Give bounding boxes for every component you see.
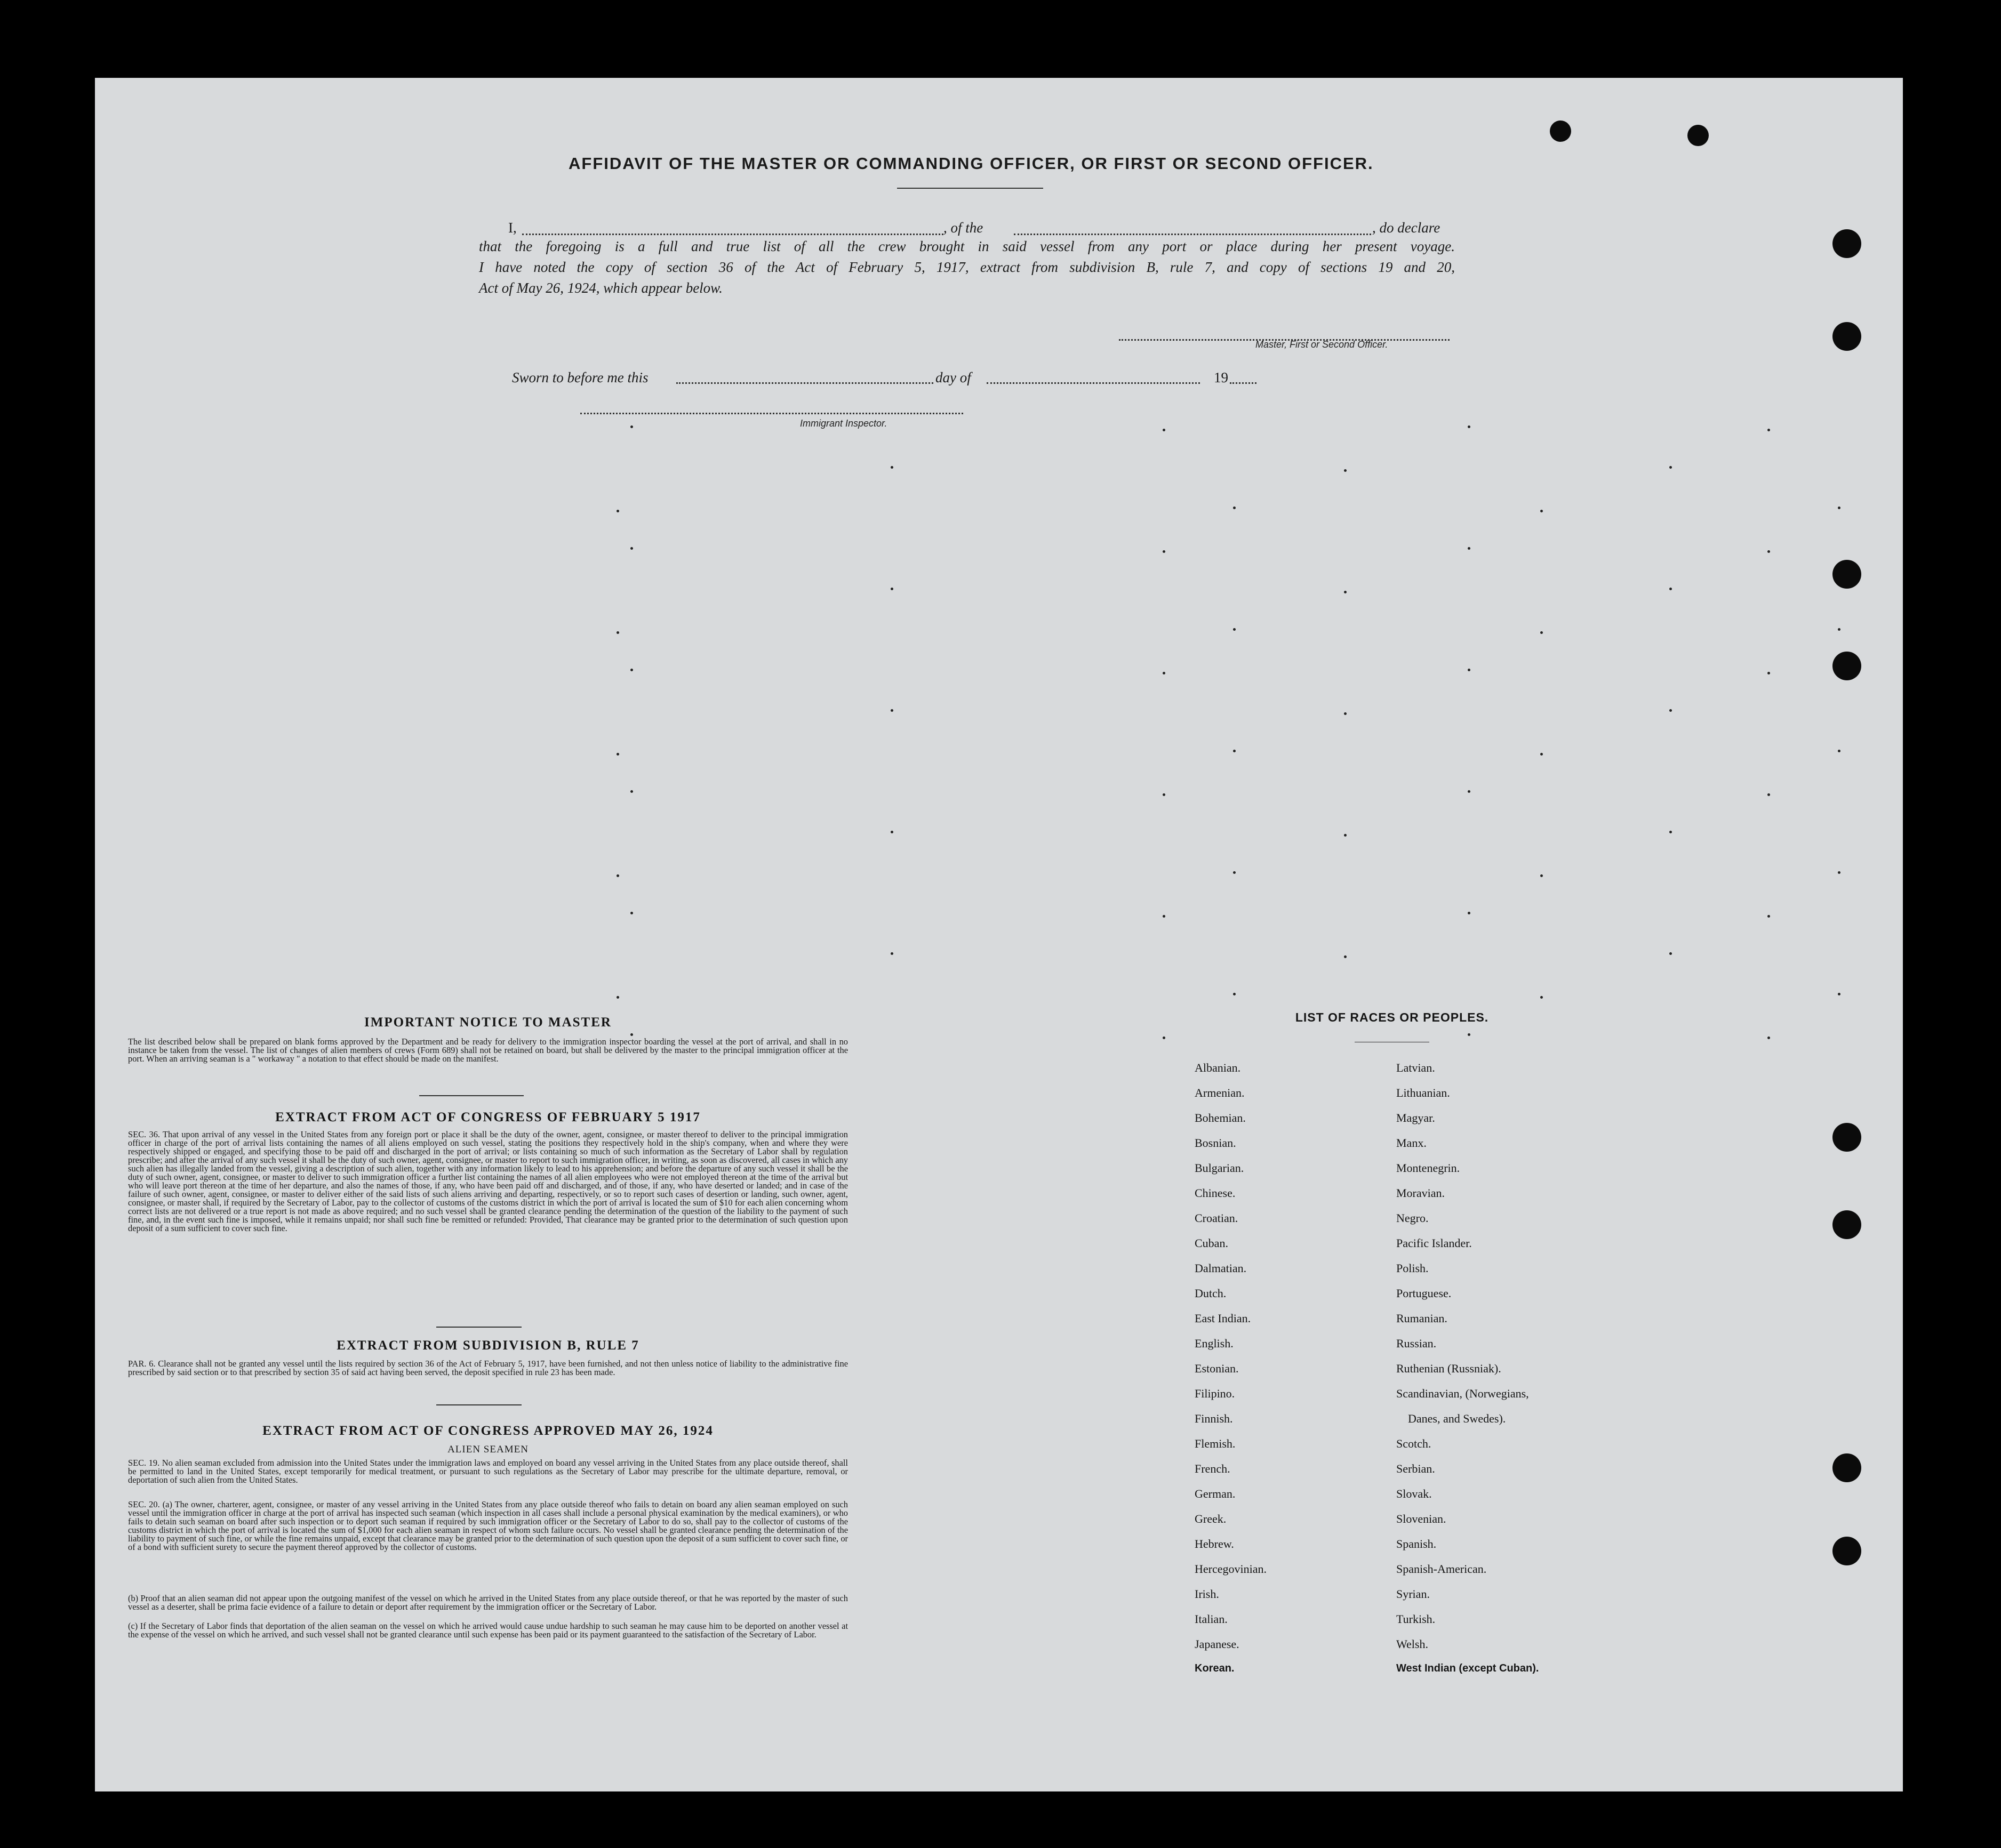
- scan-speck: [1838, 993, 1840, 995]
- race-item: Lithuanian.: [1396, 1086, 1450, 1099]
- race-item: Portuguese.: [1396, 1287, 1452, 1300]
- scan-speck: [1344, 955, 1347, 958]
- race-item: Japanese.: [1195, 1637, 1239, 1651]
- scan-speck: [1468, 425, 1470, 428]
- race-item: Russian.: [1396, 1337, 1437, 1350]
- scan-speck: [1540, 874, 1543, 877]
- race-item: Latvian.: [1396, 1061, 1435, 1074]
- scan-speck: [1468, 547, 1470, 550]
- inspector-signature-caption: Immigrant Inspector.: [800, 418, 887, 429]
- race-item: Croatian.: [1195, 1211, 1238, 1225]
- day-of-text: day of: [935, 369, 971, 385]
- extract-1924-sec20b: (b) Proof that an alien seaman did not appear upon the outgoing manifest of the vessel on which he arrived in the United States from any place outside thereof, or that he was reported by the master of such vessel as a deserter, shall be prima facie evidence of a failure to detain or deport after requirement by the immigration officer or the Secretary of Labor.: [128, 1593, 848, 1612]
- sworn-prefix: Sworn to before me this: [512, 369, 649, 385]
- race-item: Danes, and Swedes).: [1408, 1412, 1506, 1425]
- scan-speck: [1540, 510, 1543, 512]
- scan-speck: [1669, 588, 1672, 590]
- race-item: East Indian.: [1195, 1312, 1251, 1325]
- races-title: LIST OF RACES OR PEOPLES.: [1295, 1010, 1489, 1024]
- punch-hole: [1832, 1453, 1861, 1482]
- declaration-line-4: Act of May 26, 1924, which appear below.: [479, 280, 723, 296]
- scan-speck: [1767, 550, 1770, 553]
- section-divider: [436, 1404, 522, 1405]
- declare-text: , do declare: [1372, 220, 1440, 236]
- race-item: Montenegrin.: [1396, 1161, 1460, 1175]
- scan-speck: [630, 425, 633, 428]
- declarant-prefix: I,: [508, 220, 517, 236]
- race-item: Magyar.: [1396, 1111, 1435, 1124]
- race-item: French.: [1195, 1462, 1230, 1475]
- scan-speck: [1468, 912, 1470, 914]
- race-item: Flemish.: [1195, 1437, 1236, 1450]
- vessel-name-field[interactable]: [1014, 220, 1371, 235]
- punch-hole: [1832, 1123, 1861, 1152]
- race-item: Ruthenian (Russniak).: [1396, 1362, 1501, 1375]
- race-item: Spanish.: [1396, 1537, 1437, 1550]
- scan-speck: [1344, 469, 1347, 472]
- race-item: English.: [1195, 1337, 1234, 1350]
- punch-hole: [1832, 229, 1861, 258]
- punch-hole: [1832, 322, 1861, 351]
- inspector-signature-field[interactable]: [580, 407, 963, 414]
- scan-speck: [1468, 790, 1470, 793]
- section-divider: [436, 1327, 522, 1328]
- race-item: Syrian.: [1396, 1587, 1430, 1601]
- scan-speck: [1767, 1037, 1770, 1039]
- punch-hole: [1832, 1210, 1861, 1239]
- race-item: Cuban.: [1195, 1236, 1228, 1250]
- scan-speck: [617, 874, 619, 877]
- scan-speck: [630, 1033, 633, 1036]
- scan-speck: [1540, 753, 1543, 756]
- punch-hole: [1832, 560, 1861, 589]
- race-item: Polish.: [1396, 1262, 1429, 1275]
- race-item: Bosnian.: [1195, 1136, 1236, 1150]
- notice-title: IMPORTANT NOTICE TO MASTER: [364, 1015, 612, 1030]
- scan-speck: [1838, 750, 1840, 752]
- scan-speck: [1669, 466, 1672, 469]
- scan-speck: [891, 831, 893, 833]
- declaration-line-3: I have noted the copy of section 36 of the Act of February 5, 1917, extract from subdivision B, rule 7, and copy of sections 19 and 20,: [479, 259, 1455, 275]
- scan-speck: [1767, 429, 1770, 431]
- race-item: Dalmatian.: [1195, 1262, 1247, 1275]
- race-item: Slovenian.: [1396, 1512, 1446, 1525]
- scan-speck: [1838, 507, 1840, 509]
- scan-speck: [1838, 871, 1840, 874]
- affidavit-title: AFFIDAVIT OF THE MASTER OR COMMANDING OFFICER, OR FIRST OR SECOND OFFICER.: [569, 154, 1374, 173]
- extract-1924-title: EXTRACT FROM ACT OF CONGRESS APPROVED MAY 26, 1924: [262, 1424, 714, 1438]
- extract-1917-body: SEC. 36. That upon arrival of any vessel in the United States from any foreign port or place it shall be the duty of the owner, agent, consignee, or master thereof to deliver to the principal immigration officer in charge of the port of arrival lists containing the names of all aliens employed on such vessel, stating the positions they respectively hold in the ship's company, when and where they were respectively shipped or engaged, and specifying those to be paid off and discharged in the port of arrival; or lists containing so much of such information as the Secretary of Labor shall by regulation prescribe; and after the arrival of any such vessel it shall be the duty of such owner, agent, consignee, or master to report to such immigration officer, in writing, as soon as discovered, all cases in which any such alien has illegally landed from the vessel, giving a description of such alien, together with any information likely to lead to his apprehension; and before the departure of any such vessel it shall be the duty of such owner, agent, consignee, or master to deliver to such immigration officer a further list containing the names of all alien employees who were not employed thereon at the time of the arrival but who will leave port thereon at the time of her departure, and also the names of those, if any, who have been paid off and discharged, and of those, if any, who have deserted or landed; and in case of the failure of such owner, agent, consignee, or master to deliver either of the said lists of such aliens arriving and departing, respectively, or so to report such cases of desertion or landing, such owner, agent, consignee, or master shall, if required by the Secretary of Labor, pay to the collector of customs of the customs district in which the port of arrival is located the sum of $10 for each alien concerning whom correct lists are not delivered or a true report is not made as above required; and no such vessel shall be granted clearance pending the determination of the question of the liability to the payment of such fine, and, in the event such fine is imposed, while it remains unpaid; nor shall such fine be remitted or refunded: Provided, That clearance may be granted prior to the determination of such question upon deposit of a sum sufficient to cover such fine.: [128, 1129, 848, 1233]
- race-item: Irish.: [1195, 1587, 1219, 1601]
- race-item: Spanish-American.: [1396, 1562, 1487, 1576]
- scan-speck: [1163, 429, 1165, 431]
- race-item: Serbian.: [1396, 1462, 1435, 1475]
- notice-body: The list described below shall be prepared on blank forms approved by the Department and be ready for delivery to the immigration inspector boarding the vessel at the port of arrival, and shall in no instance be taken from the vessel. The list of changes of alien members of crews (Form 689) shall not be retained on board, but shall be delivered by the master to the principal immigration officer at the port. When an arriving seaman is a " workaway " a notation to that effect should be made on the manifest.: [128, 1037, 848, 1064]
- race-item: Hercegovinian.: [1195, 1562, 1267, 1576]
- race-item: Negro.: [1396, 1211, 1429, 1225]
- race-item: Greek.: [1195, 1512, 1227, 1525]
- scan-speck: [1163, 672, 1165, 674]
- year-prefix: 19: [1214, 369, 1228, 385]
- scan-speck: [1669, 709, 1672, 712]
- scan-speck: [891, 709, 893, 712]
- scan-speck: [617, 996, 619, 999]
- rule7-body: PAR. 6. Clearance shall not be granted any vessel until the lists required by section 36 of the Act of February 5, 1917, have been furnished, and not then unless notice of liability to the administrative fine prescribed by said section or to that prescribed by section 35 of said act having been served, the deposit specified in rule 23 has been made.: [128, 1359, 848, 1377]
- extract-1924-sec20c: (c) If the Secretary of Labor finds that deportation of the alien seaman on the vessel on which he arrived would cause undue hardship to such seaman he may cause him to be deported on another vessel at the expense of the vessel on which he arrived, and such vessel shall not be granted clearance until such expense has been paid or its payment guaranteed to the satisfaction of the Secretary of Labor.: [128, 1621, 848, 1640]
- race-item: Turkish.: [1396, 1612, 1436, 1626]
- scan-speck: [1233, 750, 1236, 752]
- scan-speck: [1540, 996, 1543, 999]
- extract-1924-sec19: SEC. 19. No alien seaman excluded from admission into the United States under the immigration laws and employed on board any vessel arriving in the United States from any place outside thereof, shall be permitted to land in the United States, except temporarily for medical treatment, or pursuant to such regulations as the Secretary of Labor may prescribe for the ultimate departure, removal, or deportation of such alien from the United States.: [128, 1458, 848, 1485]
- declaration-line-1: [508, 220, 1452, 238]
- extract-1924-sec20a: SEC. 20. (a) The owner, charterer, agent, consignee, or master of any vessel arriving in the United States from any place outside thereof who fails to detain on board any alien seaman employed on such vessel until the immigration officer in charge at the port of arrival has inspected such seaman (which inspection in all cases shall include a personal physical examination by the medical examiners), or who fails to detain such seaman on board after such inspection or to deport such seaman if required by such immigration officer or the Secretary of Labor to do so, shall pay to the collector of customs of the customs district in which the port of arrival is located the sum of $1,000 for each alien seaman in respect of whom such failure occurs. No vessel shall be granted clearance pending the determination of the liability to payment of such fine, or while the fine remains unpaid, except that clearance may be granted prior to the determination of such question upon the deposit of a sum sufficient to cover such fine, or of a bond with sufficient surety to secure the payment thereof approved by the collector of customs.: [128, 1499, 848, 1552]
- punch-hole: [1687, 125, 1709, 146]
- race-item: German.: [1195, 1487, 1236, 1500]
- scan-speck: [1163, 1037, 1165, 1039]
- punch-hole: [1832, 1537, 1861, 1565]
- vessel-prefix: , of the: [943, 220, 983, 236]
- scan-speck: [1669, 831, 1672, 833]
- scan-speck: [891, 588, 893, 590]
- race-item: Estonian.: [1195, 1362, 1239, 1375]
- race-item: Slovak.: [1396, 1487, 1432, 1500]
- race-item: Rumanian.: [1396, 1312, 1447, 1325]
- race-item: West Indian (except Cuban).: [1396, 1662, 1539, 1674]
- scan-speck: [1233, 993, 1236, 995]
- race-item: Moravian.: [1396, 1186, 1445, 1200]
- punch-hole: [1550, 120, 1571, 142]
- sworn-day-field[interactable]: [676, 369, 933, 384]
- scan-speck: [630, 547, 633, 550]
- scan-speck: [1233, 871, 1236, 874]
- declaration-line-2: that the foregoing is a full and true list of all the crew brought in said vessel from any port or place during her present voyage.: [479, 238, 1455, 254]
- scan-speck: [1344, 712, 1347, 715]
- scan-speck: [1163, 550, 1165, 553]
- race-item: Pacific Islander.: [1396, 1236, 1472, 1250]
- race-item: Hebrew.: [1195, 1537, 1234, 1550]
- scan-speck: [1468, 1033, 1470, 1036]
- sworn-year-field[interactable]: [1230, 369, 1256, 384]
- race-item: Finnish.: [1195, 1412, 1233, 1425]
- scan-speck: [630, 790, 633, 793]
- race-item: Chinese.: [1195, 1186, 1236, 1200]
- race-item: Korean.: [1195, 1662, 1235, 1674]
- race-item: Welsh.: [1396, 1637, 1428, 1651]
- race-item: Dutch.: [1195, 1287, 1227, 1300]
- scan-speck: [1767, 672, 1770, 674]
- extract-1917-title: EXTRACT FROM ACT OF CONGRESS OF FEBRUARY 5 1917: [275, 1110, 701, 1124]
- scan-speck: [630, 669, 633, 671]
- scan-speck: [891, 466, 893, 469]
- race-item: Scandinavian, (Norwegians,: [1396, 1387, 1529, 1400]
- sworn-line: [512, 369, 1259, 388]
- scan-speck: [891, 952, 893, 955]
- scan-speck: [617, 510, 619, 512]
- race-item: Bulgarian.: [1195, 1161, 1244, 1175]
- scan-speck: [1540, 631, 1543, 634]
- scan-speck: [1163, 915, 1165, 918]
- scan-speck: [1233, 628, 1236, 631]
- scan-speck: [1767, 915, 1770, 918]
- rule7-title: EXTRACT FROM SUBDIVISION B, RULE 7: [337, 1338, 639, 1353]
- race-item: Bohemian.: [1195, 1111, 1246, 1124]
- scan-speck: [617, 753, 619, 756]
- scan-speck: [1669, 952, 1672, 955]
- punch-hole: [1832, 652, 1861, 680]
- race-item: Albanian.: [1195, 1061, 1241, 1074]
- scan-speck: [1163, 793, 1165, 796]
- race-item: Scotch.: [1396, 1437, 1431, 1450]
- race-item: Filipino.: [1195, 1387, 1235, 1400]
- master-signature-caption: Master, First or Second Officer.: [1255, 339, 1388, 350]
- race-item: Armenian.: [1195, 1086, 1245, 1099]
- scan-speck: [1344, 591, 1347, 593]
- scan-speck: [630, 912, 633, 914]
- race-item: Italian.: [1195, 1612, 1228, 1626]
- title-underline: [897, 188, 1043, 189]
- race-item: Manx.: [1396, 1136, 1427, 1150]
- sworn-month-field[interactable]: [987, 369, 1200, 384]
- section-divider: [419, 1095, 524, 1096]
- scan-speck: [1233, 507, 1236, 509]
- scan-speck: [1767, 793, 1770, 796]
- scan-speck: [1344, 834, 1347, 837]
- scan-speck: [1838, 628, 1840, 631]
- extract-1924-subtitle: ALIEN SEAMEN: [447, 1444, 529, 1455]
- scan-speck: [617, 631, 619, 634]
- scan-speck: [1468, 669, 1470, 671]
- declarant-name-field[interactable]: [522, 220, 943, 235]
